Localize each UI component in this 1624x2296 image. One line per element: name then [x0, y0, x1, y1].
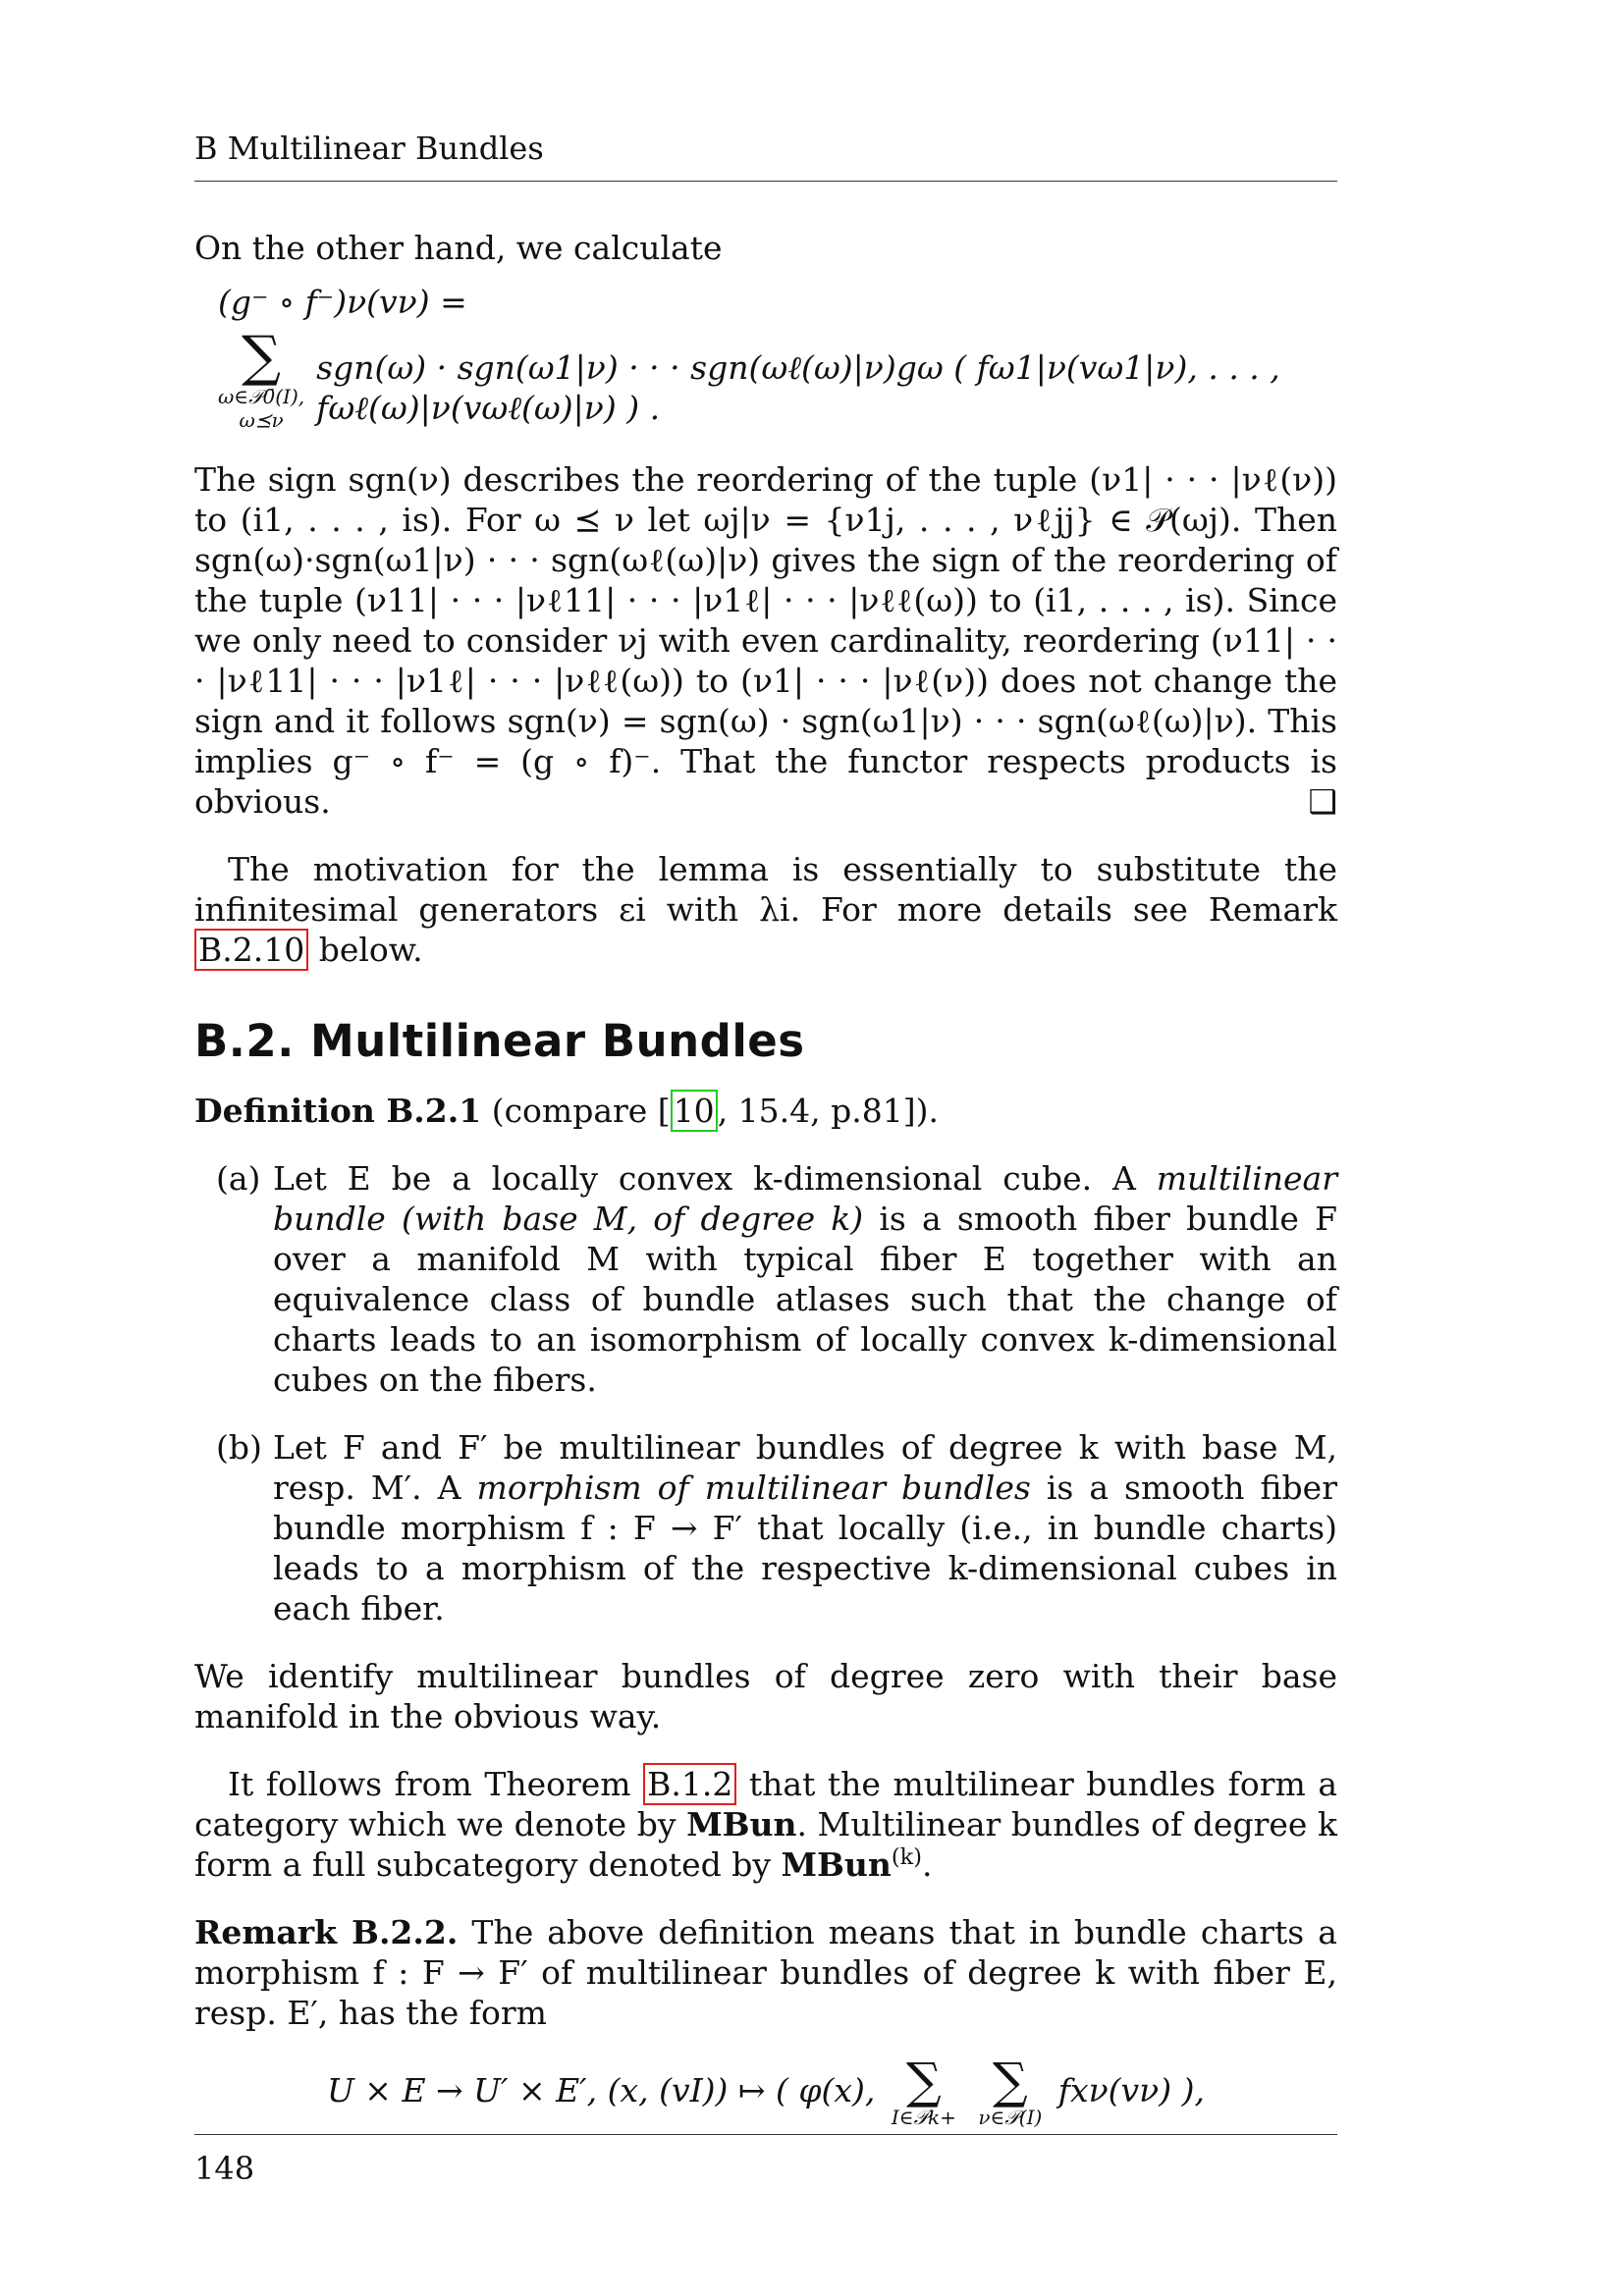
display-equation-2 — [194, 2053, 1337, 2129]
definition-item-a — [216, 1158, 1337, 1400]
sum-symbol-1: ∑ — [906, 2053, 942, 2109]
category-text-end: . — [921, 1845, 933, 1884]
definition-compare-end: , 15.4, p.81]). — [717, 1092, 939, 1130]
motivation-text-end: below. — [308, 931, 423, 969]
item-text-b — [273, 1427, 1337, 1629]
remark-link[interactable]: B.2.10 — [194, 929, 308, 971]
page-body — [194, 228, 1337, 2153]
definition-compare: (compare [ — [481, 1092, 671, 1130]
footer-rule — [194, 2134, 1337, 2135]
category-name: MBun — [686, 1805, 797, 1843]
section-heading: B.2. Multilinear Bundles — [194, 1015, 805, 1067]
display-equation-1 — [218, 282, 1337, 432]
sum-limit-lower: ω⪯ν — [239, 408, 284, 432]
item-b-text-start: Let F and F′ be multilinear bundles of degree k with base M, resp. M′. A — [273, 1428, 1337, 1507]
intro-text: On the other hand, we calculate — [194, 229, 723, 267]
sum-operator-2 — [978, 2053, 1043, 2129]
equation-2-left: U × E → U′ × E′, (x, (vI)) ↦ ( φ(x), — [327, 2071, 876, 2109]
item-a-text-start: Let E be a locally convex k-dimensional cube. A — [273, 1159, 1157, 1198]
category-paragraph — [194, 1764, 1337, 1885]
category-text-mid: that the multilinear bundles form a category which we denote by — [194, 1765, 1337, 1843]
theorem-link[interactable]: B.1.2 — [643, 1763, 736, 1805]
subcategory-superscript: (k) — [891, 1844, 922, 1870]
proof-text: The sign sgn(ν) describes the reordering of the tuple (ν1| · · · |νℓ(ν)) to (i1, . . . , is). For ω ⪯ ν let ωj|ν = {ν1j, . . . , νℓjj} ∈ 𝒫(ωj). Then sgn(ω)·sgn(ω1|ν) · · · sgn(ωℓ(ω)|ν) gives the sign of the reordering of the tuple (ν11| · · · |νℓ11| · · · |ν1ℓ| · · · |νℓℓ(ω)) to (i1, . . . , is). Since we only need to consider νj with even cardinality, reordering (ν11| · · · |νℓ11| · · · |ν1ℓ| · · · |νℓℓ(ω)) to (ν1| · · · |νℓ(ν)) does not change the sign and it follows sgn(ν) = sgn(ω) · sgn(ω1|ν) · · · sgn(ωℓ(ω)|ν). This implies g⁻ ∘ f⁻ = (g ∘ f)⁻. That the functor respects products is obvious. — [194, 460, 1337, 821]
document-page — [194, 0, 1337, 2296]
remark-label: Remark B.2.2. — [194, 1913, 459, 1951]
item-text-a — [273, 1158, 1337, 1400]
equation-1-expression: sgn(ω) · sgn(ω1|ν) · · · sgn(ωℓ(ω)|ν)gω ( fω1|ν(vω1|ν), . . . , fωℓ(ω)|ν(vωℓ(ω)|ν) ) . — [316, 348, 1280, 427]
equation-1-sum — [218, 325, 1337, 432]
sum-operator-1 — [891, 2053, 956, 2129]
equation-1-lhs: (g⁻ ∘ f⁻)ν(vν) = — [218, 283, 467, 321]
page-number: 148 — [194, 2150, 255, 2187]
item-b-text-end: is a smooth fiber bundle morphism f : F → F′ that locally (i.e., in bundle charts) leads to a morphism of the respective k-dimensional cubes in each fiber. — [273, 1468, 1337, 1628]
equation-2-expression: fxν(vν) ), — [1057, 2071, 1205, 2109]
definition-heading — [194, 1091, 1337, 1131]
item-a-emphasis: multilinear bundle (with base M, of degree k) — [273, 1159, 1337, 1238]
item-label-b: (b) — [216, 1428, 262, 1467]
sum-limit-2: ν∈𝒫(I) — [978, 2106, 1043, 2129]
sum-symbol-2: ∑ — [992, 2053, 1028, 2109]
sum-operator — [218, 325, 305, 432]
qed-icon: ❑ — [1308, 782, 1337, 821]
running-head: B Multilinear Bundles — [194, 130, 1337, 182]
remark-paragraph — [194, 1912, 1337, 2033]
sum-symbol: ∑ — [242, 325, 282, 389]
subcategory-name: MBun — [781, 1845, 892, 1884]
category-text: It follows from Theorem — [228, 1765, 644, 1803]
category-text-after: . Multilinear bundles of degree k form a full subcategory denoted by — [194, 1805, 1337, 1884]
definition-label: Definition B.2.1 — [194, 1092, 482, 1130]
sum-limit-upper: ω∈𝒫0̄(I), — [218, 385, 305, 408]
remark-text: The above definition means that in bundle charts a morphism f : F → F′ of multilinear bundles of degree k with fiber E, resp. E′, has the form — [194, 1913, 1337, 2032]
definition-item-b — [216, 1427, 1337, 1629]
sum-limit-1: I∈𝒫k+ — [891, 2106, 956, 2129]
item-a-text-end: is a smooth fiber bundle F over a manifold M with typical fiber E together with an equivalence class of bundle atlases such that the change of charts leads to an isomorphism of locally convex k-dimensional cubes on the fibers. — [273, 1200, 1337, 1399]
proof-paragraph — [194, 459, 1337, 822]
item-b-emphasis: morphism of multilinear bundles — [476, 1468, 1031, 1507]
item-label-a: (a) — [216, 1159, 261, 1198]
motivation-text: The motivation for the lemma is essentially to substitute the infinitesimal generators εi with λi. For more details see Remark — [194, 850, 1337, 929]
identify-paragraph: We identify multilinear bundles of degree zero with their base manifold in the obvious way. — [194, 1657, 1337, 1735]
citation-link[interactable]: 10 — [671, 1090, 718, 1132]
motivation-paragraph — [194, 849, 1337, 970]
